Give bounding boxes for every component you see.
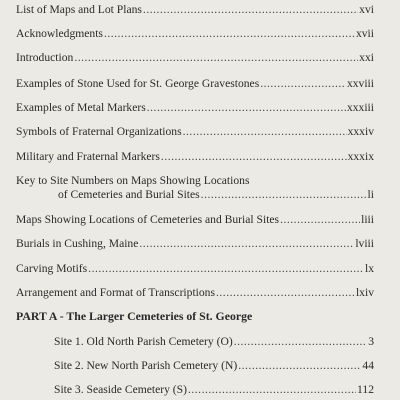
entry-title: Key to Site Numbers on Maps Showing Locations [16,174,250,187]
dot-leader [139,237,354,251]
dot-leader [147,101,346,115]
entry-page: li [367,188,374,201]
entry-page: 44 [362,359,374,372]
entry-title: List of Maps and Lot Plans [16,3,142,16]
dot-leader [216,286,355,300]
entry-title: Acknowledgments [16,27,103,40]
entry-title: Site 1. Old North Parish Cemetery (O) [54,335,233,348]
dot-leader [88,262,364,276]
entry-page: xvii [355,27,374,40]
entry-title: Burials in Cushing, Maine [16,237,139,250]
dot-leader [201,188,367,202]
entry-page: 3 [368,335,374,348]
entry-page: lx [364,262,374,275]
toc-entry-location-maps [16,213,374,227]
dot-leader [280,213,360,227]
part-a-heading: PART A - The Larger Cemeteries of St. George [16,309,253,323]
dot-leader [260,77,346,91]
entry-page: xxviii [346,77,374,90]
entry-title: Military and Fraternal Markers [16,150,160,163]
toc-entry-metal-markers [16,101,374,115]
toc-entry-carving-motifs [16,262,374,276]
toc-entry-site-1 [54,335,374,349]
entry-page: xxi [359,51,374,64]
toc-entry-acknowledgments [16,27,374,41]
entry-title: Maps Showing Locations of Cemeteries and Burial Sites [16,213,280,226]
entry-title: Site 2. New North Parish Cemetery (N) [54,359,238,372]
entry-title: Examples of Metal Markers [16,101,146,114]
entry-title: Symbols of Fraternal Organizations [16,125,182,138]
entry-title: Arrangement and Format of Transcriptions [16,286,215,299]
entry-page: lxiv [355,286,374,299]
toc-entry-site-key [16,174,374,202]
toc-entry-arrangement [16,286,374,300]
toc-entry-stone-examples [16,77,374,91]
toc-entry-fraternal-symbols [16,125,374,139]
dot-leader [183,125,347,139]
entry-title: Carving Motifs [16,262,88,275]
entry-page: xxxix [347,150,374,163]
dot-leader [104,27,355,41]
toc-entry-cushing-burials [16,237,374,251]
dot-leader [234,335,367,349]
entry-page: 112 [357,383,374,396]
dot-leader [74,51,358,65]
toc-entry-introduction [16,51,374,65]
dot-leader [188,383,356,397]
dot-leader [143,3,358,17]
toc-entry-list-of-maps [16,3,374,17]
dot-leader [161,150,347,164]
toc-entry-site-3 [54,383,374,397]
entry-page: liii [361,213,374,226]
entry-page: xxxiv [347,125,374,138]
entry-page: xvi [359,3,374,16]
dot-leader [238,359,361,373]
entry-title-continued: of Cemeteries and Burial Sites [58,188,200,201]
entry-title: Examples of Stone Used for St. George Gravestones [16,77,260,90]
entry-page: xxxiii [346,101,374,114]
entry-title: Introduction [16,51,74,64]
entry-page: lviii [355,237,374,250]
toc-entry-site-2 [54,359,374,373]
entry-title: Site 3. Seaside Cemetery (S) [54,383,187,396]
toc-entry-military-markers [16,150,374,164]
